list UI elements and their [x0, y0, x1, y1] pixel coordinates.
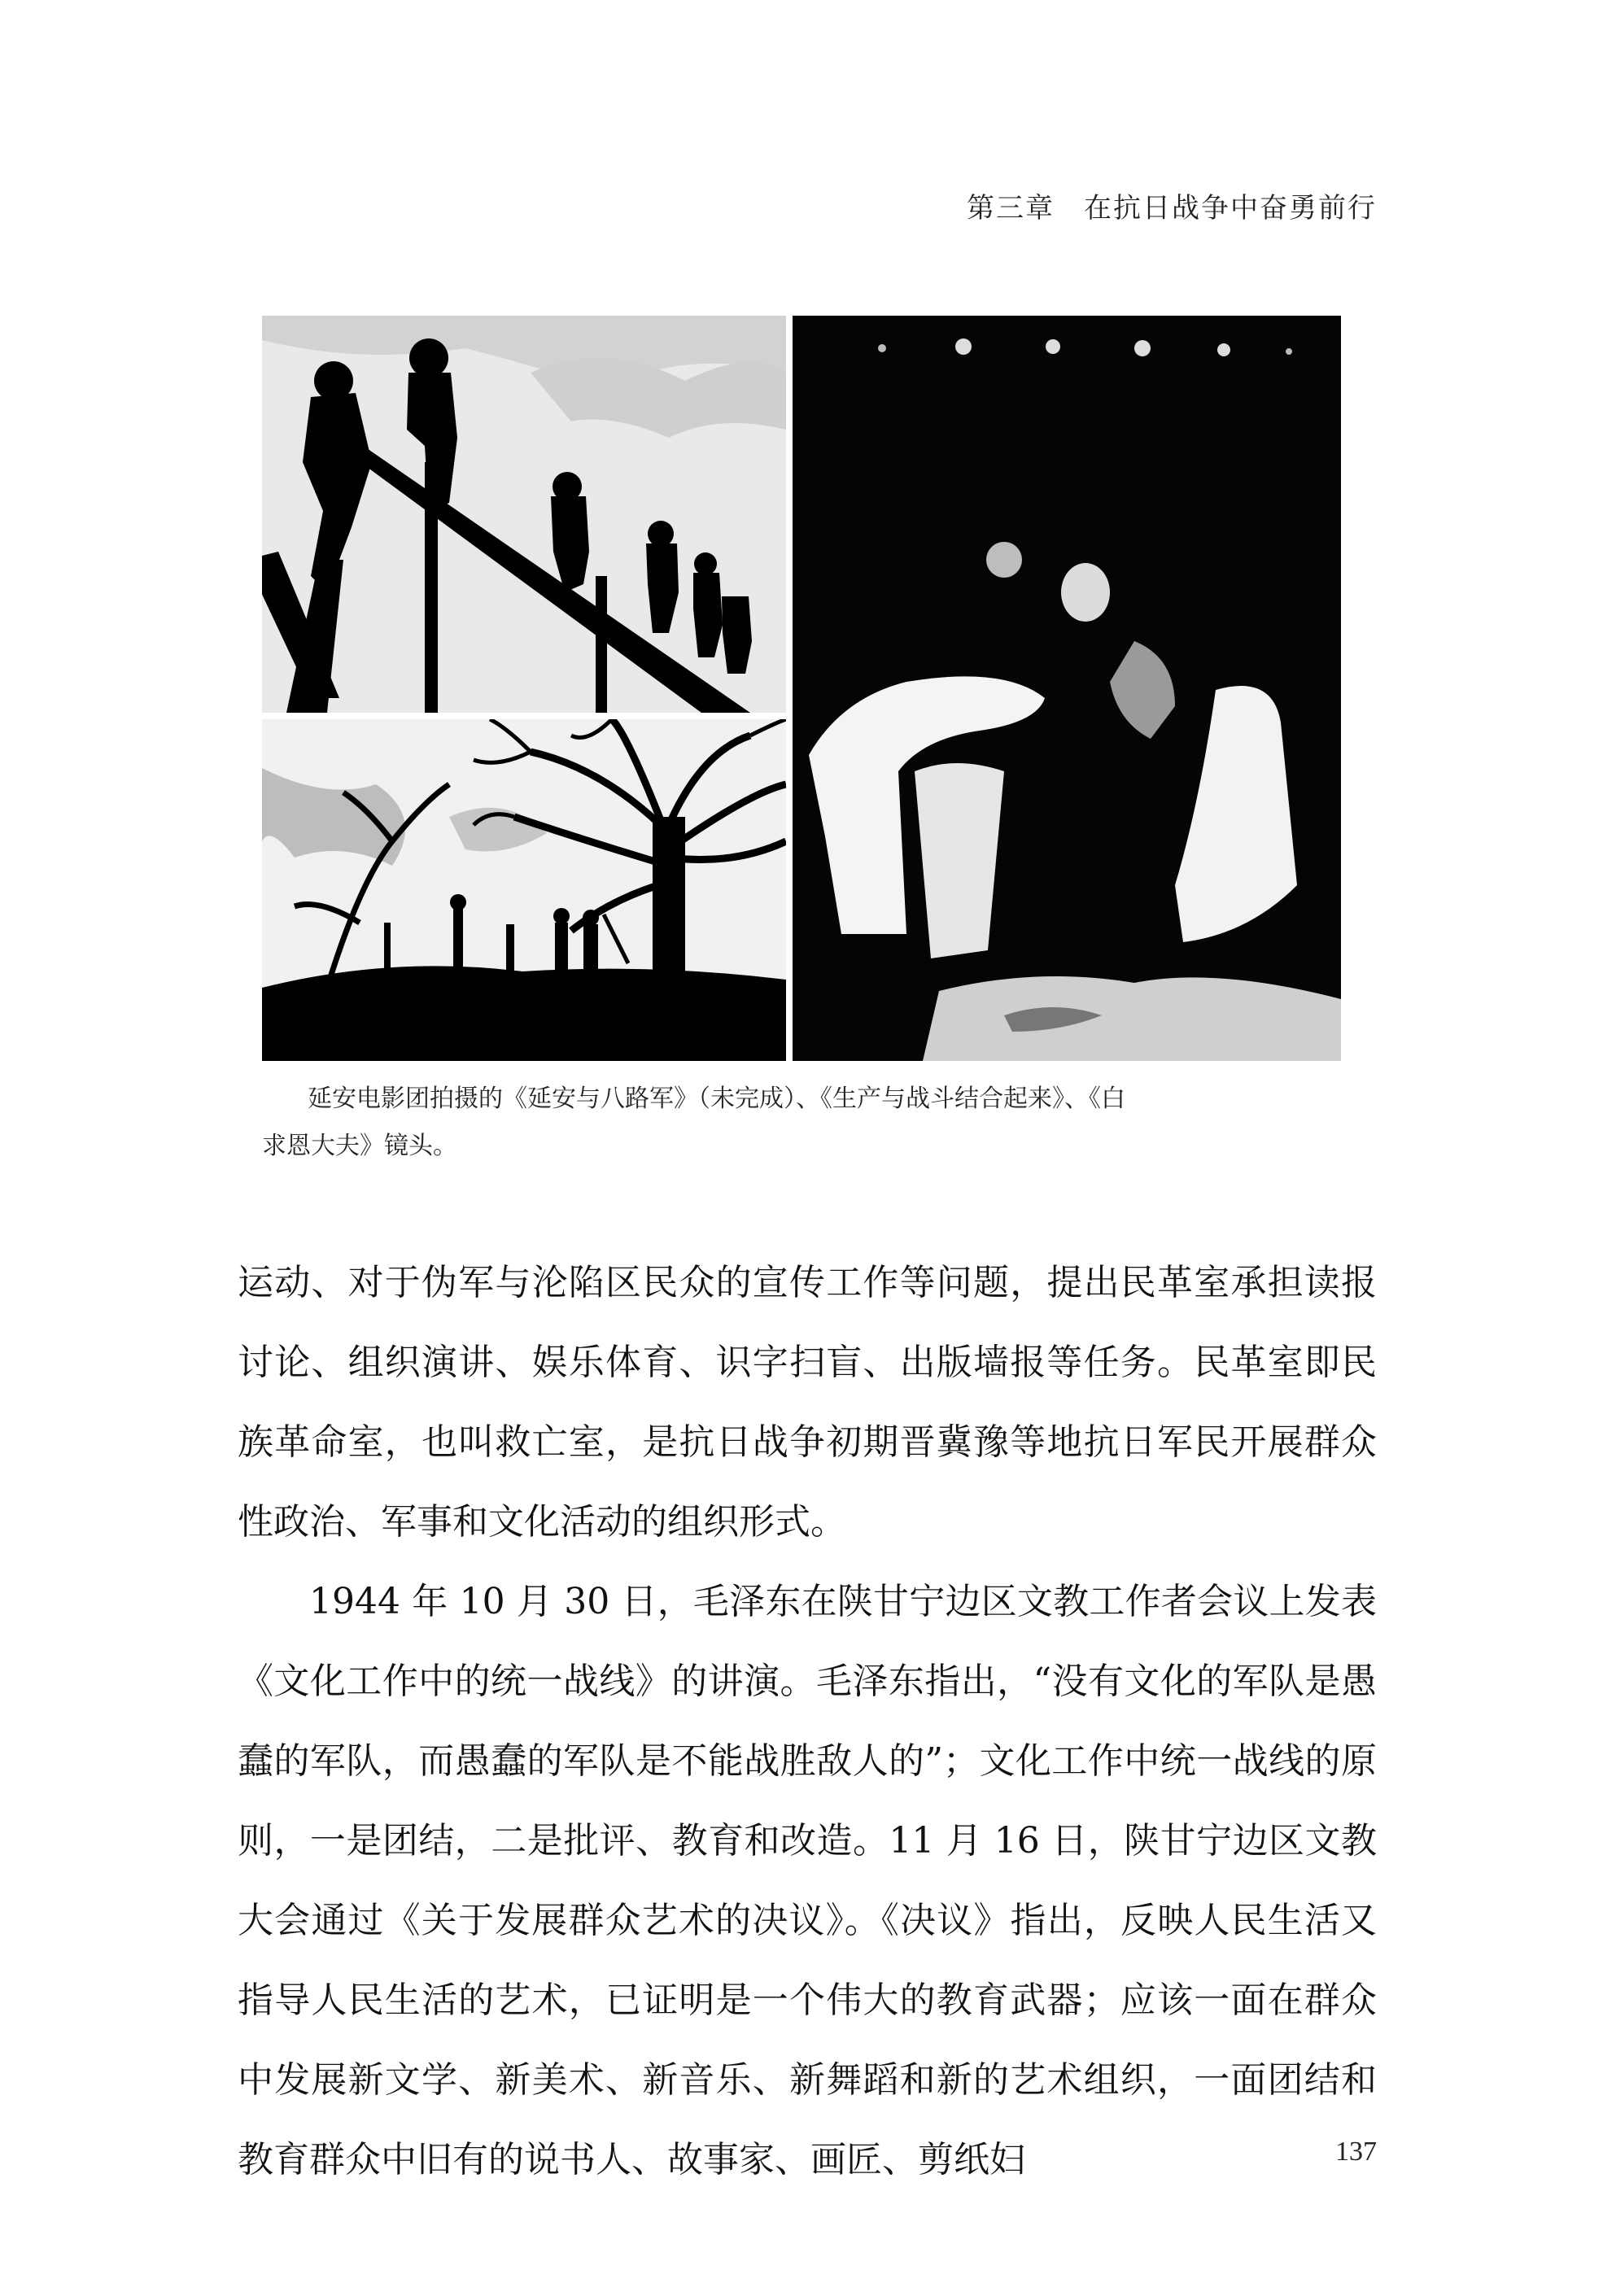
film-stills-figure — [262, 316, 1377, 1061]
running-header — [967, 186, 1377, 225]
body-text — [238, 1243, 1377, 2200]
caption-line-1: 延安电影团拍摄的《延安与八路军》（未完成）、《生产与战斗结合起来》、《白 — [308, 1085, 1125, 1113]
paragraph-2: 1944 年 10 月 30 日，毛泽东在陕甘宁边区文教工作者会议上发表《文化工作中的统一战线》的讲演。毛泽东指出，“没有文化的军队是愚蠢的军队，而愚蠢的军队是不能战胜敌人的”；文化工作中统一战线的原则，一是团结，二是批评、教育和改造。11 月 16 日，陕甘宁边区文教大会通过《关于发展群众艺术的决议》。《决议》指出，反映人民生活又指导人民生活的艺术，已证明是一个伟大的教育武器；应该一面在群众中发展新文学、新美术、新音乐、新舞蹈和新的艺术组织，一面团结和教育群众中旧有的说书人、故事家、画匠、剪纸妇 — [238, 1581, 1377, 2180]
chapter-number: 第三章 — [967, 192, 1055, 225]
photo-doctor-attending-patient — [793, 316, 1341, 1061]
page-number: 137 — [1335, 2137, 1377, 2167]
figure-caption — [262, 1076, 1377, 1170]
caption-line-2: 求恩大夫》镜头。 — [262, 1132, 457, 1160]
photo-soldiers-climbing-ladder — [262, 316, 786, 713]
chapter-title: 在抗日战争中奋勇前行 — [1084, 192, 1377, 225]
paragraph-1: 运动、对于伪军与沦陷区民众的宣传工作等问题，提出民革室承担读报讨论、组织演讲、娱乐体育、识字扫盲、出版墙报等任务。民革室即民族革命室，也叫救亡室，是抗日战争初期晋冀豫等地抗日军民开展群众性政治、军事和文化活动的组织形式。 — [238, 1262, 1377, 1543]
photo-figures-under-tree — [262, 719, 786, 1061]
